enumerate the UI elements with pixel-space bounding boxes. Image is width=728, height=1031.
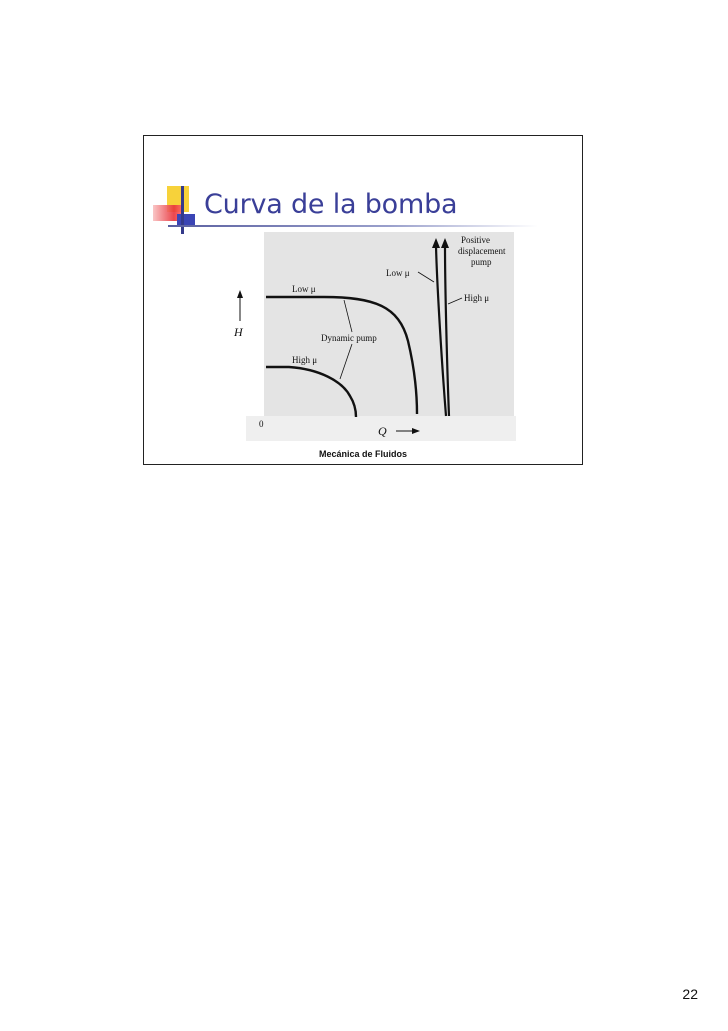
dynamic-pump-label: Dynamic pump — [321, 333, 377, 343]
page-number: 22 — [682, 986, 698, 1002]
pump-curve-figure — [224, 226, 520, 448]
slide-footer: Mecánica de Fluidos — [318, 449, 408, 459]
origin-label: 0 — [259, 419, 264, 429]
positive-label-line2: displacement — [458, 246, 506, 256]
h-axis-label: H — [234, 325, 243, 339]
positive-label-line1: Positive — [461, 235, 491, 245]
high-mu-dynamic-label: High μ — [292, 355, 318, 365]
low-mu-dynamic-label: Low μ — [292, 284, 316, 294]
low-mu-pd-label: Low μ — [386, 268, 410, 278]
slide-title: Curva de la bomba — [204, 189, 458, 220]
positive-label-line3: pump — [471, 257, 492, 267]
h-axis-arrowhead — [237, 290, 243, 298]
pump-curve-svg — [224, 226, 520, 448]
high-mu-pd-label: High μ — [464, 293, 490, 303]
q-axis-label: Q — [378, 424, 387, 438]
decorative-logo — [149, 186, 209, 236]
slide — [143, 135, 583, 465]
